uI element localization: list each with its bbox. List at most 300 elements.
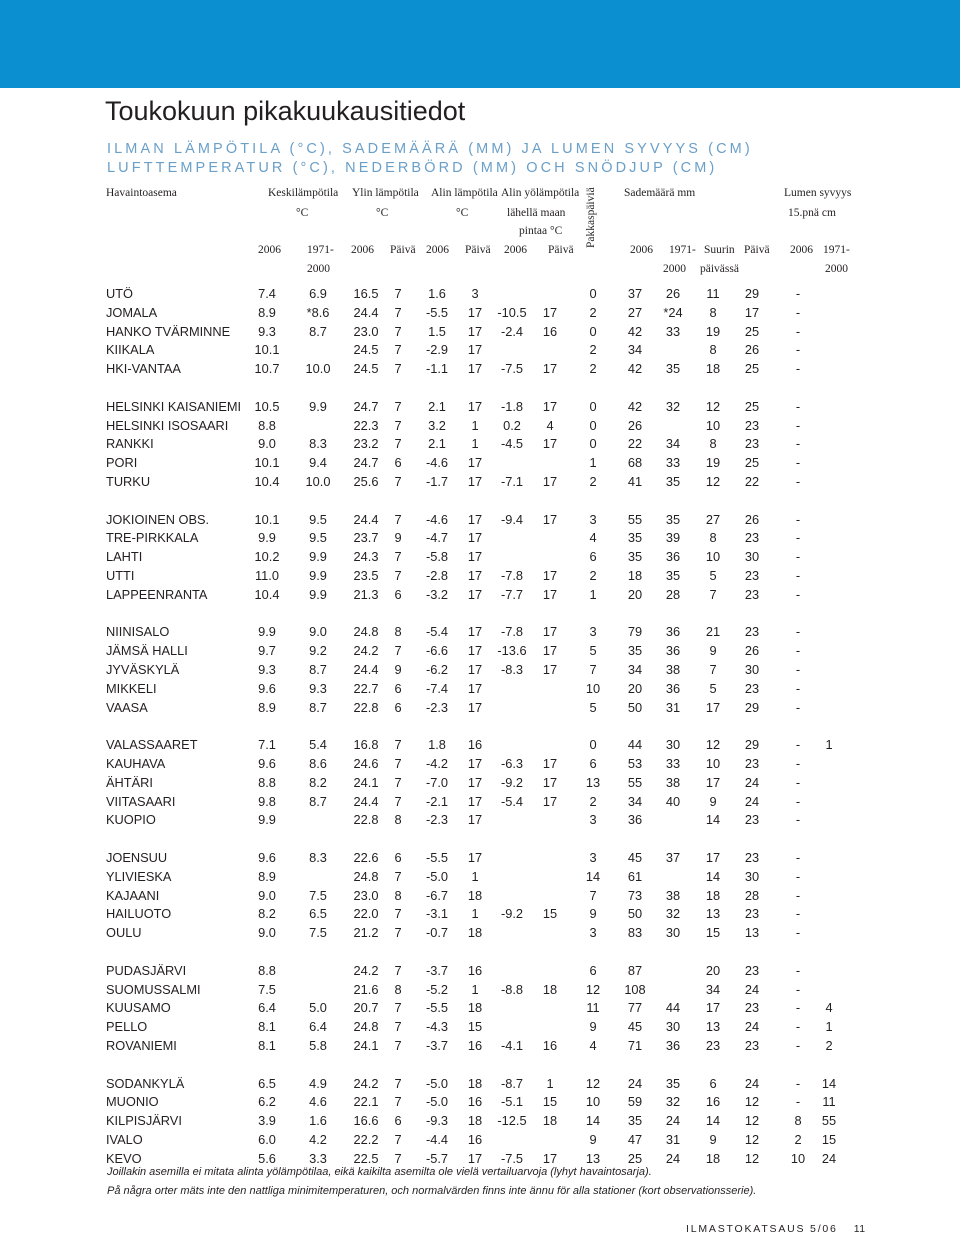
cell-precip-2006: 53 (627, 756, 643, 771)
cell-mean-normal: 5.4 (309, 737, 327, 753)
cell-precip-2006: 26 (627, 417, 643, 433)
header-precip-max-daily: Suurin (704, 244, 735, 256)
cell-precip-2006: 34 (627, 342, 643, 358)
cell-precip-normal: 38 (665, 774, 681, 790)
cell-snow-2006: 8 (794, 1113, 802, 1129)
cell-min-2006: -7.0 (425, 774, 449, 790)
cell-snow-2006: - (795, 662, 801, 677)
cell-precip-normal: 36 (665, 643, 681, 659)
cell-precip-2006: 50 (627, 699, 643, 715)
cell-max-day: 7 (394, 1132, 402, 1147)
cell-max-2006: 24.4 (353, 662, 379, 677)
cell-precip-day: 23 (744, 850, 760, 865)
cell-precip-normal: 30 (665, 737, 681, 753)
cell-ground-min-2006: -5.1 (500, 1094, 524, 1110)
cell-mean-2006: 9.0 (258, 925, 276, 941)
cell-frost-days: 7 (589, 662, 597, 677)
cell-precip-day: 12 (744, 1150, 760, 1166)
station-name: KUOPIO (106, 812, 156, 828)
cell-precip-2006: 50 (627, 906, 643, 922)
cell-snow-2006: - (795, 793, 801, 809)
cell-min-2006: -6.6 (425, 643, 449, 659)
table-row (0, 1075, 960, 1093)
cell-precip-normal: 37 (665, 850, 681, 865)
cell-max-day: 7 (394, 436, 402, 452)
cell-precip-normal: 31 (665, 1132, 681, 1147)
cell-max-day: 8 (394, 812, 402, 828)
cell-precip-2006: 34 (627, 662, 643, 677)
cell-precip-day: 24 (744, 981, 760, 997)
cell-min-day: 17 (467, 850, 483, 865)
cell-min-day: 18 (467, 887, 483, 903)
cell-min-day: 17 (467, 812, 483, 828)
cell-precip-max-daily: 19 (705, 455, 721, 471)
header-snow-2006: 2006 (790, 244, 813, 256)
cell-min-day: 17 (467, 342, 483, 358)
table-row (0, 454, 960, 472)
cell-mean-2006: 8.2 (258, 906, 276, 922)
table-row (0, 1037, 960, 1055)
cell-frost-days: 4 (589, 1038, 597, 1053)
cell-precip-2006: 45 (627, 850, 643, 865)
cell-max-day: 6 (394, 699, 402, 715)
cell-frost-days: 12 (585, 981, 601, 997)
cell-frost-days: 14 (585, 868, 601, 884)
cell-mean-normal: 6.9 (309, 286, 327, 301)
cell-precip-day: 26 (744, 342, 760, 358)
table-row (0, 586, 960, 604)
cell-max-day: 7 (394, 925, 402, 941)
table-row (0, 417, 960, 435)
cell-max-2006: 24.4 (353, 511, 379, 527)
header-min-2006: 2006 (426, 244, 449, 256)
cell-min-day: 1 (471, 906, 479, 922)
cell-snow-normal: 15 (821, 1132, 837, 1147)
table-row (0, 473, 960, 491)
cell-precip-2006: 45 (627, 1019, 643, 1035)
cell-max-day: 7 (394, 643, 402, 659)
cell-mean-normal: 9.3 (309, 680, 327, 696)
cell-ground-min-day: 17 (542, 511, 558, 527)
cell-max-2006: 24.1 (353, 774, 379, 790)
table-row (0, 567, 960, 585)
cell-min-day: 17 (467, 398, 483, 414)
cell-min-2006: -3.7 (425, 1038, 449, 1053)
station-name: PUDASJÄRVI (106, 962, 187, 978)
cell-max-2006: 20.7 (353, 1000, 379, 1016)
cell-min-day: 1 (471, 417, 479, 433)
cell-mean-normal: 8.7 (309, 662, 327, 677)
cell-mean-2006: 8.1 (258, 1038, 276, 1053)
cell-snow-2006: - (795, 1075, 801, 1091)
cell-precip-2006: 55 (627, 774, 643, 790)
cell-precip-day: 23 (744, 1000, 760, 1016)
cell-precip-2006: 55 (627, 511, 643, 527)
cell-ground-min-day: 17 (542, 586, 558, 602)
cell-mean-2006: 10.4 (254, 474, 280, 489)
cell-precip-2006: 87 (627, 962, 643, 978)
cell-precip-2006: 18 (627, 568, 643, 583)
cell-snow-2006: - (795, 342, 801, 358)
cell-precip-day: 23 (744, 436, 760, 452)
cell-mean-normal: 8.2 (309, 774, 327, 790)
cell-min-day: 17 (467, 1150, 483, 1166)
cell-mean-2006: 8.1 (258, 1019, 276, 1035)
cell-precip-2006: 35 (627, 643, 643, 659)
cell-max-day: 7 (394, 474, 402, 489)
cell-mean-normal: 6.5 (309, 906, 327, 922)
cell-mean-normal: 9.2 (309, 643, 327, 659)
table-row (0, 360, 960, 378)
cell-precip-max-daily: 9 (709, 793, 717, 809)
cell-min-day: 1 (471, 981, 479, 997)
cell-mean-normal: 3.3 (309, 1150, 327, 1166)
table-row (0, 999, 960, 1017)
cell-precip-normal: 32 (665, 1094, 681, 1110)
cell-precip-day: 17 (744, 304, 760, 320)
cell-precip-day: 25 (744, 398, 760, 414)
cell-snow-2006: - (795, 398, 801, 414)
cell-precip-2006: 47 (627, 1132, 643, 1147)
cell-min-2006: -2.9 (425, 342, 449, 358)
cell-min-2006: -6.7 (425, 887, 449, 903)
cell-min-day: 1 (471, 868, 479, 884)
cell-precip-2006: 36 (627, 812, 643, 828)
cell-max-day: 7 (394, 568, 402, 583)
cell-frost-days: 0 (589, 417, 597, 433)
cell-mean-normal: 9.0 (309, 624, 327, 640)
page-number: 11 (853, 1223, 866, 1235)
cell-mean-2006: 6.4 (258, 1000, 276, 1016)
cell-min-day: 17 (467, 361, 483, 377)
cell-frost-days: 13 (585, 774, 601, 790)
cell-max-day: 9 (394, 530, 402, 546)
station-name: NIINISALO (106, 624, 170, 640)
cell-max-2006: 24.5 (353, 342, 379, 358)
cell-precip-max-daily: 20 (705, 962, 721, 978)
cell-precip-normal: 35 (665, 1075, 681, 1091)
header-max-temp: Ylin lämpötila (352, 187, 419, 199)
cell-min-2006: -2.3 (425, 699, 449, 715)
cell-min-2006: -0.7 (425, 925, 449, 941)
cell-min-day: 17 (467, 511, 483, 527)
cell-snow-2006: - (795, 474, 801, 489)
cell-max-2006: 24.8 (353, 624, 379, 640)
cell-snow-normal: 2 (825, 1038, 833, 1053)
cell-precip-max-daily: 16 (705, 1094, 721, 1110)
cell-min-day: 15 (467, 1019, 483, 1035)
table-row (0, 793, 960, 811)
cell-precip-day: 23 (744, 624, 760, 640)
station-name: SODANKYLÄ (106, 1075, 185, 1091)
cell-max-2006: 24.7 (353, 398, 379, 414)
cell-precip-normal: 24 (665, 1113, 681, 1129)
cell-precip-normal: 35 (665, 361, 681, 377)
cell-mean-normal: 4.6 (309, 1094, 327, 1110)
cell-ground-min-day: 17 (542, 398, 558, 414)
cell-mean-normal: 8.7 (309, 323, 327, 339)
cell-min-day: 17 (467, 643, 483, 659)
cell-precip-2006: 83 (627, 925, 643, 941)
cell-min-day: 17 (467, 662, 483, 677)
cell-precip-max-daily: 9 (709, 643, 717, 659)
cell-frost-days: 9 (589, 1019, 597, 1035)
cell-precip-max-daily: 21 (705, 624, 721, 640)
cell-mean-2006: 10.1 (254, 342, 280, 358)
cell-precip-max-daily: 5 (709, 680, 717, 696)
cell-snow-2006: - (795, 774, 801, 790)
cell-snow-2006: - (795, 1094, 801, 1110)
cell-mean-normal: 9.9 (309, 586, 327, 602)
cell-max-day: 7 (394, 361, 402, 377)
cell-max-day: 7 (394, 342, 402, 358)
table-row (0, 981, 960, 999)
cell-frost-days: 0 (589, 436, 597, 452)
cell-precip-2006: 71 (627, 1038, 643, 1053)
cell-precip-normal: 38 (665, 887, 681, 903)
cell-frost-days: 2 (589, 342, 597, 358)
cell-precip-normal: 44 (665, 1000, 681, 1016)
cell-precip-day: 12 (744, 1132, 760, 1147)
cell-precip-normal: 33 (665, 323, 681, 339)
cell-mean-2006: 9.8 (258, 793, 276, 809)
cell-max-2006: 25.6 (353, 474, 379, 489)
cell-max-2006: 24.2 (353, 643, 379, 659)
cell-min-day: 17 (467, 323, 483, 339)
cell-mean-2006: 8.8 (258, 417, 276, 433)
cell-snow-2006: - (795, 511, 801, 527)
cell-precip-normal: *24 (663, 304, 683, 320)
cell-mean-2006: 7.4 (258, 286, 276, 301)
cell-precip-max-daily: 14 (705, 868, 721, 884)
station-name: KILPISJÄRVI (106, 1113, 182, 1129)
cell-precip-max-daily: 10 (705, 756, 721, 771)
cell-precip-max-daily: 8 (709, 436, 717, 452)
cell-mean-2006: 6.2 (258, 1094, 276, 1110)
cell-max-2006: 23.7 (353, 530, 379, 546)
cell-min-day: 17 (467, 530, 483, 546)
cell-precip-day: 30 (744, 868, 760, 884)
cell-max-day: 7 (394, 962, 402, 978)
cell-max-day: 7 (394, 1075, 402, 1091)
cell-precip-day: 23 (744, 568, 760, 583)
cell-precip-2006: 20 (627, 586, 643, 602)
cell-max-2006: 21.6 (353, 981, 379, 997)
cell-ground-min-day: 17 (542, 436, 558, 452)
cell-max-2006: 22.6 (353, 850, 379, 865)
cell-precip-day: 30 (744, 549, 760, 565)
cell-snow-normal: 55 (821, 1113, 837, 1129)
header-precip-day: Päivä (744, 244, 770, 256)
cell-max-day: 7 (394, 304, 402, 320)
cell-precip-normal: 36 (665, 549, 681, 565)
cell-precip-max-daily: 10 (705, 549, 721, 565)
cell-frost-days: 6 (589, 549, 597, 565)
cell-min-day: 17 (467, 474, 483, 489)
header-precip-normal: 1971- (669, 244, 696, 256)
cell-max-day: 7 (394, 793, 402, 809)
cell-snow-2006: - (795, 455, 801, 471)
cell-max-2006: 16.6 (353, 1113, 379, 1129)
cell-precip-normal: 35 (665, 511, 681, 527)
table-row (0, 1112, 960, 1130)
station-name: VALASSAARET (106, 737, 198, 753)
cell-frost-days: 0 (589, 286, 597, 301)
cell-precip-normal: 30 (665, 1019, 681, 1035)
cell-frost-days: 5 (589, 643, 597, 659)
cell-max-2006: 22.7 (353, 680, 379, 696)
cell-min-day: 16 (467, 1038, 483, 1053)
cell-precip-day: 29 (744, 737, 760, 753)
cell-max-2006: 22.8 (353, 812, 379, 828)
cell-precip-day: 29 (744, 286, 760, 301)
cell-min-2006: 2.1 (428, 436, 446, 452)
cell-precip-max-daily: 5 (709, 568, 717, 583)
cell-snow-2006: - (795, 436, 801, 452)
cell-ground-min-2006: -7.5 (500, 361, 524, 377)
cell-mean-normal: 4.2 (309, 1132, 327, 1147)
cell-precip-day: 25 (744, 455, 760, 471)
cell-min-day: 17 (467, 586, 483, 602)
cell-precip-max-daily: 10 (705, 417, 721, 433)
cell-max-day: 7 (394, 1000, 402, 1016)
cell-max-2006: 22.5 (353, 1150, 379, 1166)
cell-precip-2006: 27 (627, 304, 643, 320)
cell-min-2006: -5.7 (425, 1150, 449, 1166)
cell-max-day: 7 (394, 906, 402, 922)
cell-precip-day: 23 (744, 417, 760, 433)
cell-max-day: 7 (394, 1094, 402, 1110)
cell-max-day: 6 (394, 850, 402, 865)
cell-precip-day: 23 (744, 962, 760, 978)
cell-precip-day: 28 (744, 887, 760, 903)
cell-max-2006: 22.0 (353, 906, 379, 922)
subtitle-finnish: ILMAN LÄMPÖTILA (°C), SADEMÄÄRÄ (MM) JA LUMEN SYVYYS (CM) (107, 141, 753, 157)
cell-max-2006: 21.2 (353, 925, 379, 941)
cell-min-day: 18 (467, 1075, 483, 1091)
cell-precip-normal: 36 (665, 1038, 681, 1053)
cell-ground-min-day: 17 (542, 643, 558, 659)
cell-precip-day: 12 (744, 1094, 760, 1110)
station-name: JOKIOINEN OBS. (106, 511, 210, 527)
table-row (0, 435, 960, 453)
cell-precip-day: 23 (744, 1038, 760, 1053)
cell-precip-normal: 31 (665, 699, 681, 715)
cell-snow-2006: - (795, 756, 801, 771)
cell-mean-normal: 9.9 (309, 398, 327, 414)
cell-mean-2006: 9.3 (258, 323, 276, 339)
cell-max-2006: 24.4 (353, 304, 379, 320)
cell-precip-max-daily: 7 (709, 662, 717, 677)
cell-mean-2006: 8.9 (258, 868, 276, 884)
table-row (0, 623, 960, 641)
subtitle-swedish: LUFTTEMPERATUR (°C), NEDERBÖRD (MM) OCH SNÖDJUP (CM) (107, 160, 718, 176)
cell-max-2006: 23.0 (353, 323, 379, 339)
table-row (0, 398, 960, 416)
cell-snow-2006: - (795, 699, 801, 715)
cell-ground-min-2006: -13.6 (497, 643, 527, 659)
cell-frost-days: 9 (589, 1132, 597, 1147)
cell-min-day: 16 (467, 737, 483, 753)
cell-precip-day: 13 (744, 925, 760, 941)
header-mean-normal: 1971- (307, 244, 334, 256)
cell-precip-max-daily: 18 (705, 887, 721, 903)
cell-min-day: 17 (467, 793, 483, 809)
cell-ground-min-day: 17 (542, 1150, 558, 1166)
cell-precip-day: 24 (744, 1075, 760, 1091)
station-name: TURKU (106, 474, 151, 489)
cell-min-2006: -1.7 (425, 474, 449, 489)
cell-max-day: 7 (394, 323, 402, 339)
cell-min-2006: 2.1 (428, 398, 446, 414)
cell-max-day: 9 (394, 662, 402, 677)
cell-max-day: 7 (394, 868, 402, 884)
header-mean-temp: Keskilämpötila (268, 187, 339, 199)
station-name: LAHTI (106, 549, 143, 565)
station-name: LAPPEENRANTA (106, 586, 208, 602)
cell-precip-2006: 34 (627, 793, 643, 809)
publication-name: ILMASTOKATSAUS 5/06 (686, 1223, 838, 1235)
cell-snow-2006: - (795, 530, 801, 546)
cell-precip-2006: 42 (627, 361, 643, 377)
cell-frost-days: 3 (589, 812, 597, 828)
cell-ground-min-2006: 0.2 (503, 417, 521, 433)
cell-precip-normal: 28 (665, 586, 681, 602)
cell-ground-min-day: 17 (542, 662, 558, 677)
cell-min-day: 1 (471, 436, 479, 452)
cell-mean-normal: 8.6 (309, 756, 327, 771)
cell-max-day: 7 (394, 511, 402, 527)
station-name: HELSINKI ISOSAARI (106, 417, 229, 433)
cell-ground-min-day: 18 (542, 1113, 558, 1129)
cell-mean-normal: 10.0 (305, 361, 331, 377)
cell-precip-day: 25 (744, 323, 760, 339)
cell-frost-days: 13 (585, 1150, 601, 1166)
cell-precip-2006: 73 (627, 887, 643, 903)
cell-mean-2006: 5.6 (258, 1150, 276, 1166)
cell-precip-max-daily: 14 (705, 1113, 721, 1129)
cell-frost-days: 9 (589, 906, 597, 922)
cell-mean-normal: 9.4 (309, 455, 327, 471)
cell-precip-normal: 32 (665, 906, 681, 922)
cell-ground-min-2006: -8.7 (500, 1075, 524, 1091)
cell-snow-2006: 10 (790, 1150, 806, 1166)
table-row (0, 887, 960, 905)
cell-ground-min-2006: -7.8 (500, 624, 524, 640)
cell-precip-2006: 42 (627, 398, 643, 414)
cell-frost-days: 0 (589, 737, 597, 753)
cell-max-2006: 22.1 (353, 1094, 379, 1110)
cell-max-2006: 24.2 (353, 962, 379, 978)
station-name: HAILUOTO (106, 906, 172, 922)
table-row (0, 529, 960, 547)
cell-precip-max-daily: 23 (705, 1038, 721, 1053)
cell-frost-days: 11 (586, 1000, 600, 1016)
cell-min-2006: -5.5 (425, 304, 449, 320)
cell-mean-2006: 6.0 (258, 1132, 276, 1147)
cell-precip-max-daily: 18 (705, 361, 721, 377)
cell-max-2006: 24.2 (353, 1075, 379, 1091)
cell-snow-normal: 1 (825, 1019, 833, 1035)
cell-frost-days: 2 (589, 304, 597, 320)
cell-mean-2006: 9.7 (258, 643, 276, 659)
cell-precip-max-daily: 14 (705, 812, 721, 828)
cell-min-2006: -5.5 (425, 1000, 449, 1016)
cell-min-2006: -9.3 (425, 1113, 449, 1129)
station-name: VIITASAARI (106, 793, 176, 809)
cell-ground-min-2006: -4.1 (500, 1038, 524, 1053)
cell-ground-min-2006: -10.5 (497, 304, 527, 320)
